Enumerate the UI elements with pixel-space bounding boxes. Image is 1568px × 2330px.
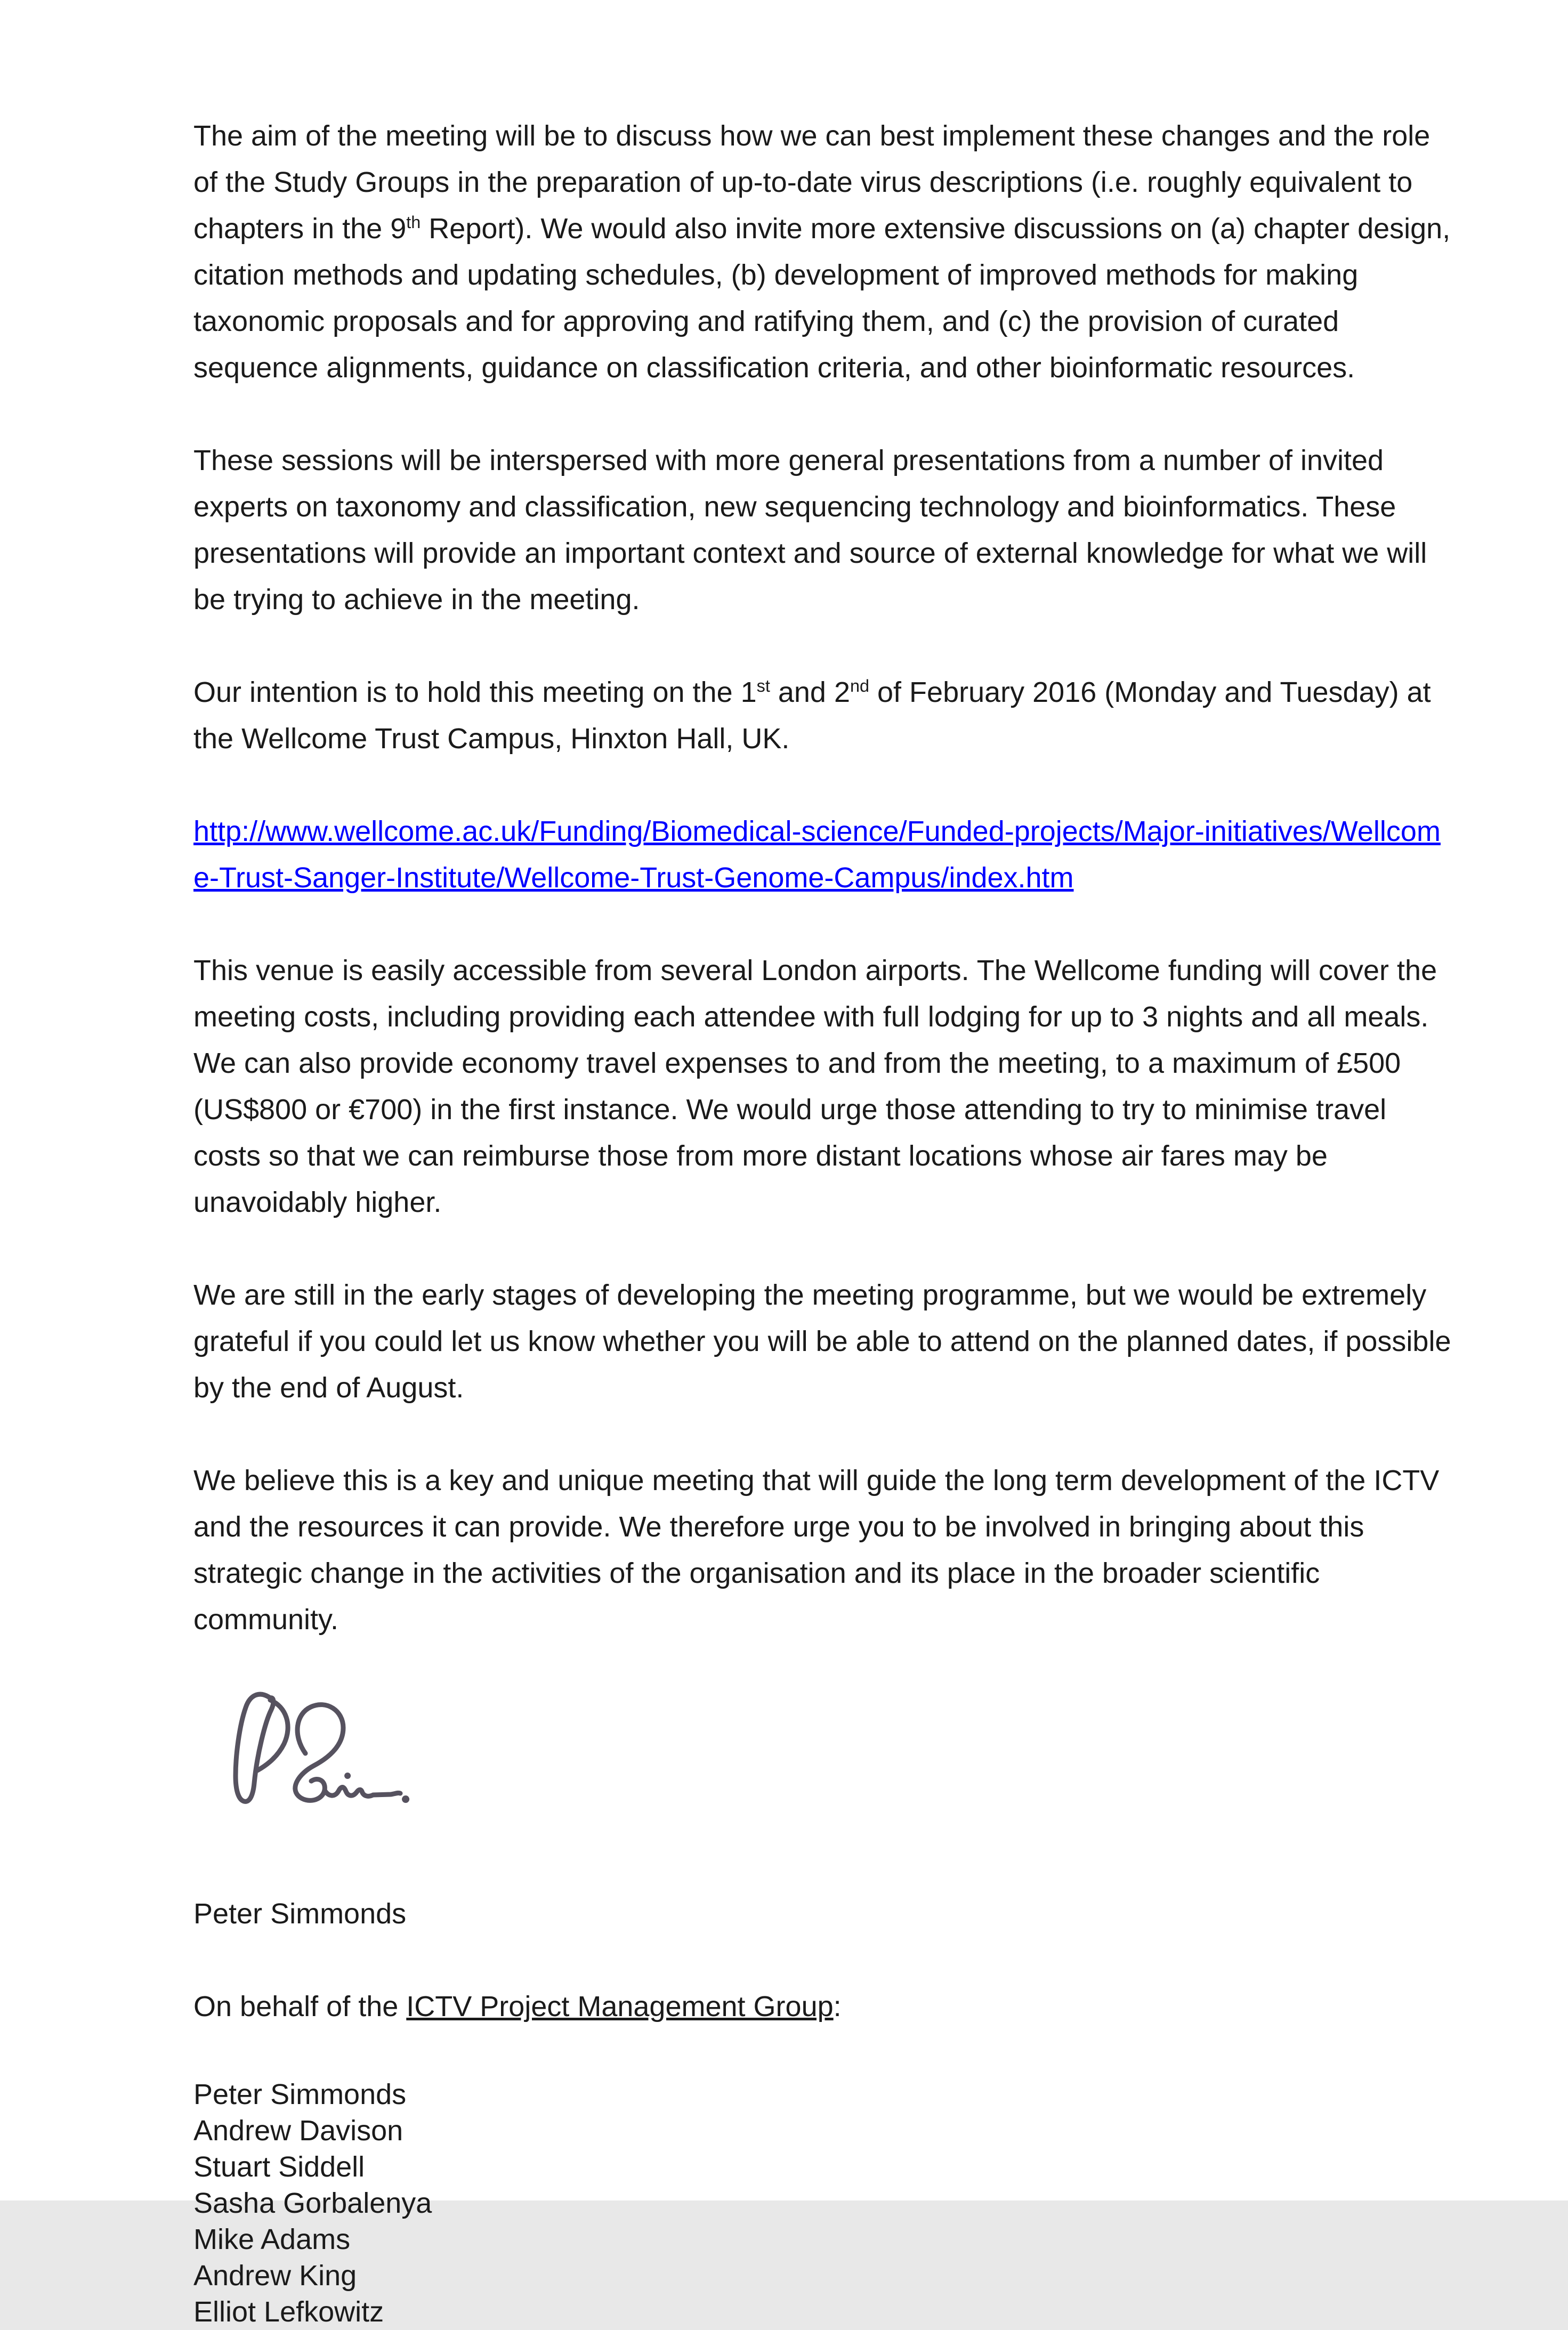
paragraph-meeting-dates bbox=[193, 669, 1453, 762]
text-run: Report). We would also invite more extensive discussions on (a) chapter design, citation methods and updating schedules, (b) development of improved methods for making taxonomic proposals and for approving and ratifying them, and (c) the provision of curated sequence alignments, guidance on classification criteria, and other bioinformatic resources. bbox=[193, 213, 1451, 384]
wellcome-campus-link[interactable]: http://www.wellcome.ac.uk/Funding/Biomedical-science/Funded-projects/Major-initiatives/Wellcome-Trust-Sanger-Institute/Wellcome-Trust-Genome-Campus/index.htm bbox=[193, 815, 1441, 894]
text-run: We are still in the early stages of developing the meeting programme, but we would be extremely grateful if you could let us know whether you will be able to attend on the planned dates, if possible by the end of August. bbox=[193, 1279, 1451, 1404]
paragraph-sessions bbox=[193, 438, 1453, 623]
paragraph-rsvp-request bbox=[193, 1272, 1453, 1411]
text-run: of February 2016 (Monday and Tuesday) at the Wellcome Trust Campus, Hinxton Hall, UK. bbox=[193, 676, 1431, 755]
superscript-text: th bbox=[406, 213, 421, 232]
text-run: : bbox=[833, 1991, 842, 2022]
text-run: The aim of the meeting will be to discuss how we can best implement these changes and the role of the Study Groups in the preparation of up-to-date virus descriptions (i.e. roughly equivalent to chapters in the 9 bbox=[193, 120, 1430, 245]
pmg-member-name: Andrew King bbox=[193, 2260, 357, 2292]
pmg-member-name: Elliot Lefkowitz bbox=[193, 2296, 384, 2328]
pmg-member-name: Sasha Gorbalenya bbox=[193, 2187, 432, 2219]
paragraph-venue-link bbox=[193, 808, 1453, 901]
paragraph-meeting-aim bbox=[193, 113, 1453, 391]
superscript-text: nd bbox=[850, 676, 870, 695]
superscript-text: st bbox=[756, 676, 770, 695]
pmg-member-name: Stuart Siddell bbox=[193, 2151, 365, 2183]
text-run: and 2 bbox=[770, 676, 850, 708]
on-behalf-line bbox=[193, 1984, 1453, 2030]
signature-image bbox=[224, 1689, 416, 1812]
pmg-member-name: Peter Simmonds bbox=[193, 2078, 407, 2110]
pmg-member-list bbox=[193, 2076, 1453, 2330]
signoff-name: Peter Simmonds bbox=[193, 1898, 407, 1930]
text-run: These sessions will be interspersed with more general presentations from a number of invited experts on taxonomy and classification, new sequencing technology and bioinformatics. These presentations will provide an important context and source of external knowledge for what we will be trying to achieve in the meeting. bbox=[193, 444, 1427, 616]
paragraph-closing-statement bbox=[193, 1458, 1453, 1643]
pmg-member-name: Andrew Davison bbox=[193, 2115, 403, 2147]
text-run: This venue is easily accessible from several London airports. The Wellcome funding will cover the meeting costs, including providing each attendee with full lodging for up to 3 nights and all meals. We can also provide economy travel expenses to and from the meeting, to a maximum of £500 (US$800 or €700) in the first instance. We would urge those attending to try to minimise travel costs so that we can reimburse those from more distant locations whose air fares may be unavoidably higher. bbox=[193, 954, 1437, 1218]
signature-ink-strokes bbox=[224, 1689, 416, 1812]
text-run: We believe this is a key and unique meeting that will guide the long term development of the ICTV and the resources it can provide. We therefore urge you to be involved in bringing about this strategic change in the activities of the organisation and its place in the broader scientific community. bbox=[193, 1465, 1440, 1636]
underlined-text: ICTV Project Management Group bbox=[406, 1991, 834, 2022]
paragraph-venue-funding bbox=[193, 948, 1453, 1226]
text-run: Our intention is to hold this meeting on the 1 bbox=[193, 676, 757, 708]
pmg-member-name: Mike Adams bbox=[193, 2223, 351, 2255]
text-run: On behalf of the bbox=[193, 1991, 407, 2022]
